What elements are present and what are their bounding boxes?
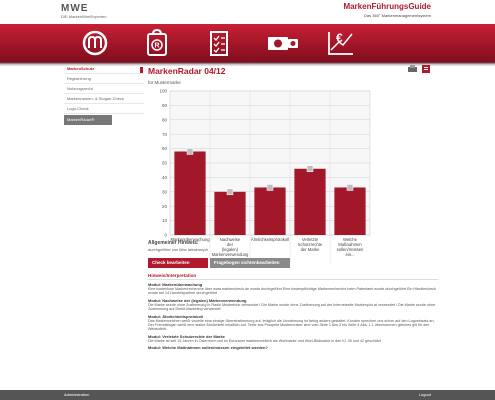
x-tick-label: Verletzte Schutzrechte der Marke xyxy=(297,237,323,252)
top-header xyxy=(0,0,495,24)
bar xyxy=(254,187,285,235)
x-tick-label: Ähnlichkeitsprotokoll xyxy=(250,237,290,242)
module-text: Das Markenzeichen weißt visuelle eine einzige Übereinstimmung auf, lediglich die Umrahmung ist farbig anders gestaltet. Kunden sprechen uns schon auf den Logoeinsatz an. Der Fremdslogan weißt eine starke Ähnlichkeit inhaltlich auf. Texte aus Prospekt Mustermuster sind vom Seite 1 Abs.3 bis Seite 4 Abs. 1.1 übernommen gleiches gilt für den Webauftritt. xyxy=(148,318,435,332)
sidebar-item-slogan-check[interactable]: Markennamen- & Slogan-Check xyxy=(64,94,144,104)
money-camera-icon[interactable] xyxy=(266,28,300,58)
y-tick-label: 10 xyxy=(161,218,167,224)
module-list xyxy=(148,282,438,352)
svg-text:€: € xyxy=(336,31,343,45)
sidebar-item-registrierung[interactable]: Registrierung xyxy=(64,74,144,84)
module-item xyxy=(148,314,438,332)
module-text: Die Marke ist seit 15 Jahren in Österreich und im Euroraum markenrechtlich als Wortmarke und Wort-Bildmarke in den Kl. 35 und 42 geschützt xyxy=(148,338,381,343)
module-title: Modul: Nachweise der (legalen) Markenverwendung xyxy=(148,297,247,303)
logout-link[interactable]: Logout xyxy=(418,392,431,397)
logo-tagline: DIE MarkenWertExperten xyxy=(61,14,107,19)
pdf-icon[interactable] xyxy=(422,65,430,73)
page-title: MarkenRadar 04/12 xyxy=(148,66,226,76)
info-text: durchgeführt von Max Idealmorph xyxy=(148,247,208,252)
module-title: Modul: Welche Maßnahmen sollen/müssen eingeleitet werden? xyxy=(148,345,268,351)
bar-badge xyxy=(187,148,193,154)
page-tools xyxy=(406,64,436,74)
x-tick-label: Welche Maßnahmen sollen/müssen ein... xyxy=(336,237,364,257)
print-icon[interactable] xyxy=(408,65,417,72)
y-tick-label: 80 xyxy=(161,117,167,123)
bar-badge xyxy=(267,184,273,190)
y-tick-label: 50 xyxy=(161,160,167,166)
sidebar-item-markenradar[interactable]: MarkenRadar® xyxy=(64,115,112,125)
module-text: Eine kostenlose Markenrecherche über www.markencheck.de wurde durchgeführt Eine kostenpflichtige Markenrecherche beim Patentamt wurde durchgeführt Ein Händlercheck wurde bei 14 Handelspartner durchgeführt xyxy=(148,287,436,296)
brand-circle-icon[interactable] xyxy=(80,28,110,58)
hint-heading: Hinweis/Interpretation xyxy=(148,273,197,278)
sidebar-item-markenschutz[interactable]: MarkenSchutz xyxy=(64,64,144,74)
x-tick-label: Markenüberwachung xyxy=(170,237,210,242)
y-tick-label: 20 xyxy=(161,203,167,209)
brand-subtitle: Das 360° Markenmanagementsystem xyxy=(364,13,431,18)
bar xyxy=(214,192,245,235)
page-subtitle: für Mustermarke xyxy=(148,80,181,85)
clipboard-icon[interactable] xyxy=(204,28,234,58)
bar xyxy=(334,187,365,235)
module-title: Modul: Ähnlichkeitsprotokoll xyxy=(148,313,204,319)
module-title: Modul: Markenüberwachung xyxy=(148,282,203,287)
admin-link[interactable]: Administration xyxy=(64,392,90,397)
registered-bag-icon[interactable] xyxy=(142,28,172,58)
y-tick-label: 30 xyxy=(161,189,167,195)
sidebar-item-logo-check[interactable]: Logo-Check xyxy=(64,104,144,114)
y-tick-label: 0 xyxy=(164,232,167,238)
questionnaire-view-button[interactable]: Fragebogen sichtenbearbeiten xyxy=(210,258,290,268)
title-marker xyxy=(140,67,146,73)
bar-badge xyxy=(307,166,313,172)
y-tick-label: 70 xyxy=(161,131,167,137)
check-edit-button[interactable]: Check bearbeiten xyxy=(148,258,208,268)
euro-chart-icon[interactable] xyxy=(325,28,355,58)
bar-badge xyxy=(347,184,353,190)
module-item xyxy=(148,282,438,296)
module-title: Modul: Verletzte Schutzrechte der Marke xyxy=(148,333,225,339)
y-tick-label: 40 xyxy=(161,175,167,180)
module-item xyxy=(148,334,438,343)
hint-divider xyxy=(148,279,438,280)
main-nav xyxy=(0,24,495,62)
bar-badge xyxy=(227,189,233,195)
module-item xyxy=(148,345,438,350)
brand-title: MarkenFührungsGuide xyxy=(343,2,431,11)
y-tick-label: 90 xyxy=(161,103,167,108)
y-tick-label: 100 xyxy=(159,88,167,94)
footer xyxy=(0,390,495,400)
mwe-logo[interactable]: MWE xyxy=(61,3,89,14)
sidebar-item-nutzungsrecht[interactable]: Nutzungsrecht xyxy=(64,84,144,94)
info-heading: Allgemeiner Hinweis: xyxy=(148,240,199,246)
y-tick-label: 60 xyxy=(161,146,167,152)
module-item xyxy=(148,298,438,312)
x-tick-label: Nachweise der (legalen) Markenverwendung xyxy=(211,237,249,257)
bar xyxy=(294,169,325,235)
module-text: Die Marke wurde ohne Zustimmung in Radio Musterfunk verwendet / Die Marke wurde ohne Zustimmung auf der Internetseite Markenplot.at verwendet / Die Marke wurde ohne Zustimmung auf Direkt-Marketing verwendet xyxy=(148,302,436,312)
sidebar xyxy=(64,64,144,125)
svg-text:R: R xyxy=(154,42,160,50)
bar xyxy=(174,151,205,235)
